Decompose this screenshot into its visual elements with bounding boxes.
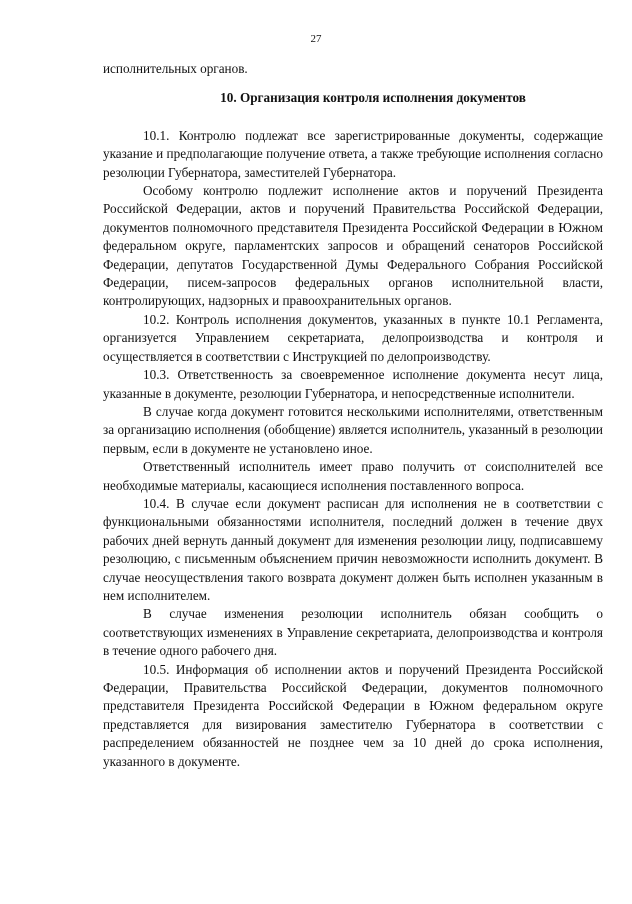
paragraph-10-2: 10.2. Контроль исполнения документов, указанных в пункте 10.1 Регламента, организуется Управлением секретариата, делопроизводства и контроля и осуществляется в соответствии с Инструкцией по делопроизводству. xyxy=(103,311,603,364)
paragraph-special-control: Особому контролю подлежит исполнение актов и поручений Президента Российской Федерации, актов и поручений Правительства Российской Федерации, документов полномочного представителя Президента Российской Федерации в Южном федеральном округе, парламентских запросов и обращений сенаторов Российской Федерации, депутатов Государственной Думы Федерального Собрания Российской Федерации, писем-запросов федеральных органов исполнительной власти, контролирующих, надзорных и правоохранительных органов. xyxy=(103,183,603,309)
paragraph-10-1: 10.1. Контролю подлежат все зарегистрированные документы, содержащие указание и предполагающие получение ответа, а также требующие исполнения согласно резолюции Губернатора, заместителей Губернатора. xyxy=(103,127,603,180)
paragraph-10-5: 10.5. Информация об исполнении актов и поручений Президента Российской Федерации, Правительства Российской Федерации, документов полномочного представителя Президента Российской Федерации в Южном федеральном округе представляется для визирования заместителю Губернатора в соответствии с распределением обязанностей не позднее чем за 10 дней до срока исполнения, указанного в документе. xyxy=(103,661,603,769)
paragraph-multiple-executors: В случае когда документ готовится несколькими исполнителями, ответственным за организацию исполнения (обобщение) является исполнитель, указанный в резолюции первым, если в документе не установлено иное. xyxy=(103,403,603,456)
section-title: 10. Организация контроля исполнения документов xyxy=(220,90,526,106)
document-body xyxy=(103,60,603,771)
paragraph-responsible-executor: Ответственный исполнитель имеет право получить от соисполнителей все необходимые материалы, касающиеся исполнения поставленного вопроса. xyxy=(103,459,603,493)
carryover-text: исполнительных органов. xyxy=(103,61,248,76)
paragraph-10-4: 10.4. В случае если документ расписан для исполнения не в соответствии с функциональными обязанностями исполнителя, последний должен в течение двух рабочих дней вернуть данный документ для изменения резолюции лицу, подписавшему резолюцию, с письменным объяснением причин невозможности исполнить документ. В случае неосуществления такого возврата документ должен быть исполнен указанным в нем исполнителем. xyxy=(103,495,603,603)
paragraph-resolution-change: В случае изменения резолюции исполнитель обязан сообщить о соответствующих изменениях в Управление секретариата, делопроизводства и контроля в течение одного рабочего дня. xyxy=(103,606,603,659)
page-number: 27 xyxy=(310,33,322,45)
paragraph-10-3: 10.3. Ответственность за своевременное исполнение документа несут лица, указанные в документе, резолюции Губернатора, и непосредственные исполнители. xyxy=(103,367,603,401)
